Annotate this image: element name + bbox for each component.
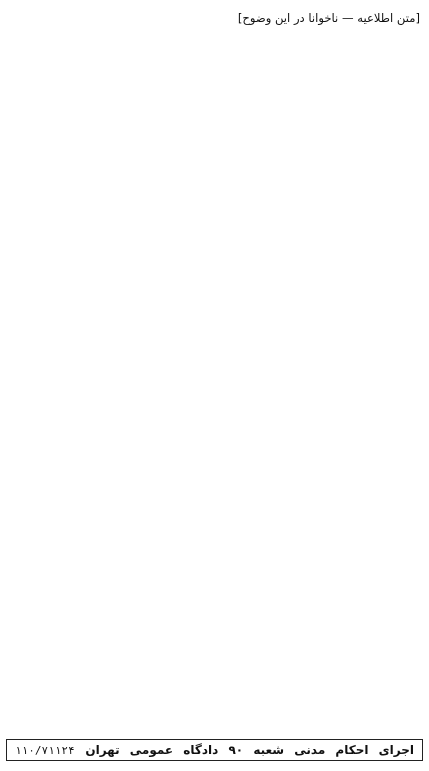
notice-body: [9, 8, 420, 725]
reference-number: ۱۱۰/۷۱۱۲۴: [15, 743, 75, 757]
notice-footer: [6, 739, 423, 761]
issuing-authority: اجرای احکام مدنی شعبه ۹۰ دادگاه عمومی تهران: [85, 743, 414, 757]
notice-paragraph: [متن اطلاعیه — ناخوانا در این وضوح]: [237, 11, 420, 25]
